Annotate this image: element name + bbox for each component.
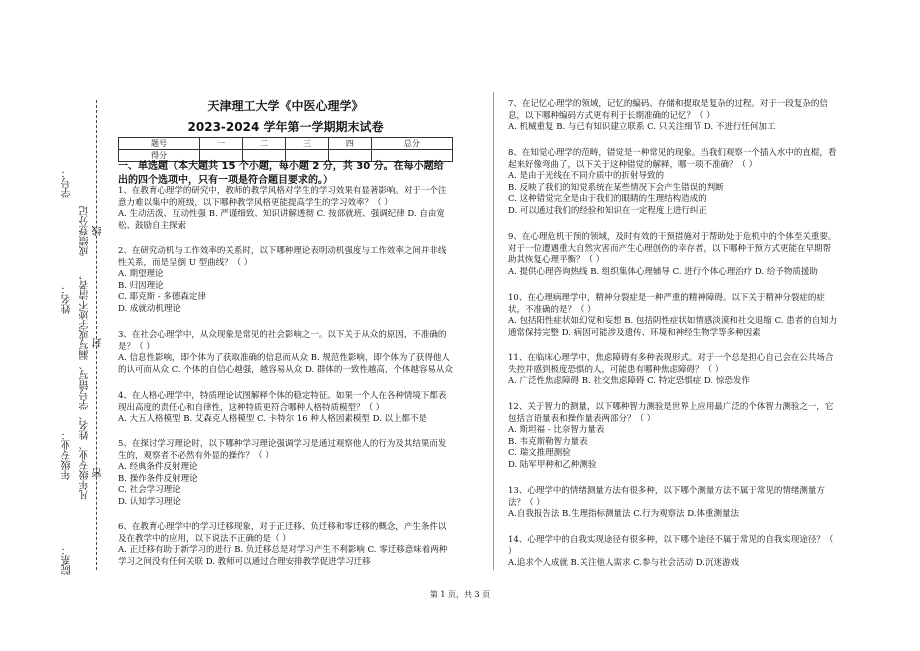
- question-8: [508, 148, 838, 217]
- seal-mark: 封: [93, 338, 104, 348]
- option: D. 成就动机理论: [118, 303, 181, 314]
- question-options: A. 包括阳性症状如幻觉和妄想 B. 包括阴性症状如情感淡漠和社交退缩 C. 患者的自知力通常保持完整 D. 病因可能涉及遗传、环境和神经生物学等多种因素: [508, 316, 838, 338]
- question-stem: 2、在研究动机与工作效率的关系时，以下哪种理论表明动机强度与工作效率之间并非线性关系，而是呈倒 U 型曲线？（ ）: [118, 246, 447, 268]
- option: B. 归因理论: [118, 280, 164, 291]
- question-7: [508, 99, 838, 134]
- score-cell: 总分: [371, 138, 452, 150]
- binding-line: [96, 100, 97, 570]
- question-stem: 3、在社会心理学中，从众现象是常见的社会影响之一。以下关于从众的原因，不准确的是？（ ）: [118, 330, 447, 352]
- question-stem: 10、在心理病理学中，精神分裂症是一种严重的精神障碍。以下关于精神分裂症的症状，不准确的是？（ ）: [508, 293, 825, 315]
- option: D. 陆军甲种和乙种测验: [508, 459, 597, 470]
- score-cell: 四: [328, 138, 371, 150]
- question-stem: 12、关于智力的测量，以下哪种智力测验是世界上应用最广泛的个体智力测验之一，它包括言语量表和操作量表两部分？（ ）: [508, 402, 834, 424]
- student-id-label: 学号：: [62, 168, 73, 198]
- question-5: [118, 439, 453, 508]
- question-options: A. 生动活泼、互动性强 B. 严谨细致、知识讲解透彻 C. 按部就班、强调纪律 D. 自由宽松、鼓励自主探索: [118, 209, 445, 231]
- question-options: A. 信息性影响，即个体为了获取准确的信息而从众 B. 规范性影响，即个体为了获得他人的认可而从众 C. 个体的自信心越强，越容易从众 D. 群体的一致性越高，个体越容易从众: [118, 353, 453, 375]
- option: B. 韦克斯勒智力量表: [508, 436, 588, 447]
- section-1-heading: 一、单选题（本大题共 15 个小题，每小题 2 分，共 30 分。在每小题给出的四个选项中，只有一项是符合题目要求的。）: [118, 161, 444, 186]
- name-label: 姓名：: [62, 284, 73, 314]
- binding-margin: [0, 0, 110, 651]
- score-cell: 一: [200, 138, 243, 150]
- question-9: [508, 232, 838, 278]
- question-stem: 8、在知觉心理学的范畴，错觉是一种常见的现象。当我们观察一个插入水中的直棍，看起来好像弯曲了，以下关于这种错觉的解释，哪一项不准确？（ ）: [508, 148, 837, 170]
- option: B. 操作条件反射理论: [118, 473, 198, 484]
- grade-major-label: 年级专业：: [62, 430, 73, 480]
- option: A. 是由于光线在不同介质中的折射导致的: [508, 171, 665, 181]
- option: A. 期望理论: [118, 269, 164, 279]
- question-stem: 11、在临床心理学中，焦虑障碍有多种表现形式。对于一个总是担心自己会在公共场合失控并感到极度恐惧的人，可能患有哪种焦虑障碍？（ ）: [508, 353, 834, 375]
- question-stem: 5、在探讨学习理论时，以下哪种学习理论强调学习是通过观察他人的行为及其结果而发生的，观察者不必然有外显的操作？（ ）: [118, 439, 447, 461]
- department-label: 院系：: [62, 545, 73, 575]
- score-cell: 得分: [119, 150, 200, 162]
- option: D. 认知学习理论: [118, 496, 181, 507]
- question-options: A. 大五人格模型 B. 艾森克人格模型 C. 卡特尔 16 种人格因素模型 D. 以上都不是: [118, 414, 428, 424]
- score-table: [118, 137, 453, 162]
- question-11: [508, 353, 838, 388]
- question-stem: 4、在人格心理学中，特质理论试图解释个体的稳定特征。如果一个人在各种情境下都表现出高度的责任心和自律性，这种特质更符合哪种人格特质模型？（ ）: [118, 391, 447, 413]
- option: C. 耶克斯 - 多德森定律: [118, 292, 206, 302]
- question-10: [508, 293, 838, 339]
- option: A. 经典条件反射理论: [118, 462, 198, 472]
- question-stem: 13、心理学中的情绪测量方法有很多种，以下哪个测量方法不属于常见的情绪测量方法？（ ）: [508, 486, 825, 508]
- grade-record-label: 成绩登分记: [80, 206, 91, 256]
- option: C. 这种错觉完全是由于我们的眼睛的生理结构造成的: [508, 194, 707, 204]
- question-3: [118, 330, 453, 376]
- option: C. 社会学习理论: [118, 485, 181, 495]
- question-stem: 9、在心理危机干预的领域，及时有效的干预措施对于帮助处于危机中的个体至关重要。对于一位遭遇重大自然灾害而产生心理创伤的幸存者，以下哪种干预方式更能在早期帮助其恢复心理平衡？（ ）: [508, 232, 837, 265]
- option: B. 反映了我们的知觉系统在某些情况下会产生错误的判断: [508, 182, 724, 193]
- question-stem: 1、在教育心理学的研究中，教师的教学风格对学生的学习效果有显著影响。对于一个注意力难以集中的班级，以下哪种教学风格更能提高学生的学习效率？（ ）: [118, 186, 447, 208]
- question-12: [508, 402, 838, 471]
- question-6: [118, 522, 453, 568]
- score-cell: 题号: [119, 138, 200, 150]
- secret-mark: 密: [93, 468, 104, 478]
- question-options: A. 正迁移有助于新学习的进行 B. 负迁移总是对学习产生不利影响 C. 零迁移意味着两种学习之间没有任何关联 D. 教师可以通过合理安排教学促进学习迁移: [118, 545, 448, 567]
- question-1: [118, 186, 453, 232]
- question-options: A. 广泛性焦虑障碍 B. 社交焦虑障碍 C. 特定恐惧症 D. 惊恐发作: [508, 376, 750, 386]
- question-options: A.追求个人成就 B.关注他人需求 C.参与社会活动 D.沉迷游戏: [508, 558, 740, 568]
- question-13: [508, 486, 838, 521]
- notice-text: 凡年级专业、姓名、学号错写、漏写或字迹不清者，: [80, 270, 91, 500]
- option: D. 可以通过我们的经验和知识在一定程度上进行纠正: [508, 205, 707, 216]
- question-2: [118, 246, 453, 315]
- score-cell: 二: [243, 138, 286, 150]
- question-14: [508, 535, 838, 570]
- question-stem: 7、在记忆心理学的领域，记忆的编码、存储和提取是复杂的过程。对于一段复杂的信息，以下哪种编码方式更有利于长期准确的记忆？（ ）: [508, 99, 828, 121]
- exam-term-title: 2023-2024 学年第一学期期末试卷: [187, 120, 384, 134]
- page-footer: 第 1 页，共 3 页: [429, 590, 491, 599]
- question-options: A.自我报告法 B.生理指标测量法 C.行为观察法 D.体重测量法: [508, 509, 740, 519]
- column-divider: [493, 92, 494, 570]
- option: A. 斯坦福 - 比奈智力量表: [508, 425, 605, 435]
- question-stem: 6、在教育心理学中的学习迁移现象，对于正迁移、负迁移和零迁移的概念，产生条件以及在教学中的应用，以下说法不正确的是（ ）: [118, 522, 447, 544]
- question-options: A. 提供心理咨询热线 B. 组织集体心理辅导 C. 进行个体心理治疗 D. 给予物质援助: [508, 266, 818, 277]
- question-4: [118, 391, 453, 426]
- score-header-row: [119, 138, 453, 150]
- question-stem: 14、心理学中的自我实现途径有很多种，以下哪个途径不属于常见的自我实现途径？（ ）: [508, 535, 834, 557]
- cut-line-mark: 线: [93, 226, 104, 236]
- exam-school-title: 天津理工大学《中医心理学》: [207, 99, 364, 113]
- score-cell: 三: [285, 138, 328, 150]
- question-options: A. 机械重复 B. 与已有知识建立联系 C. 只关注细节 D. 不进行任何加工: [508, 122, 776, 132]
- option: C. 瑞文推理测验: [508, 448, 571, 458]
